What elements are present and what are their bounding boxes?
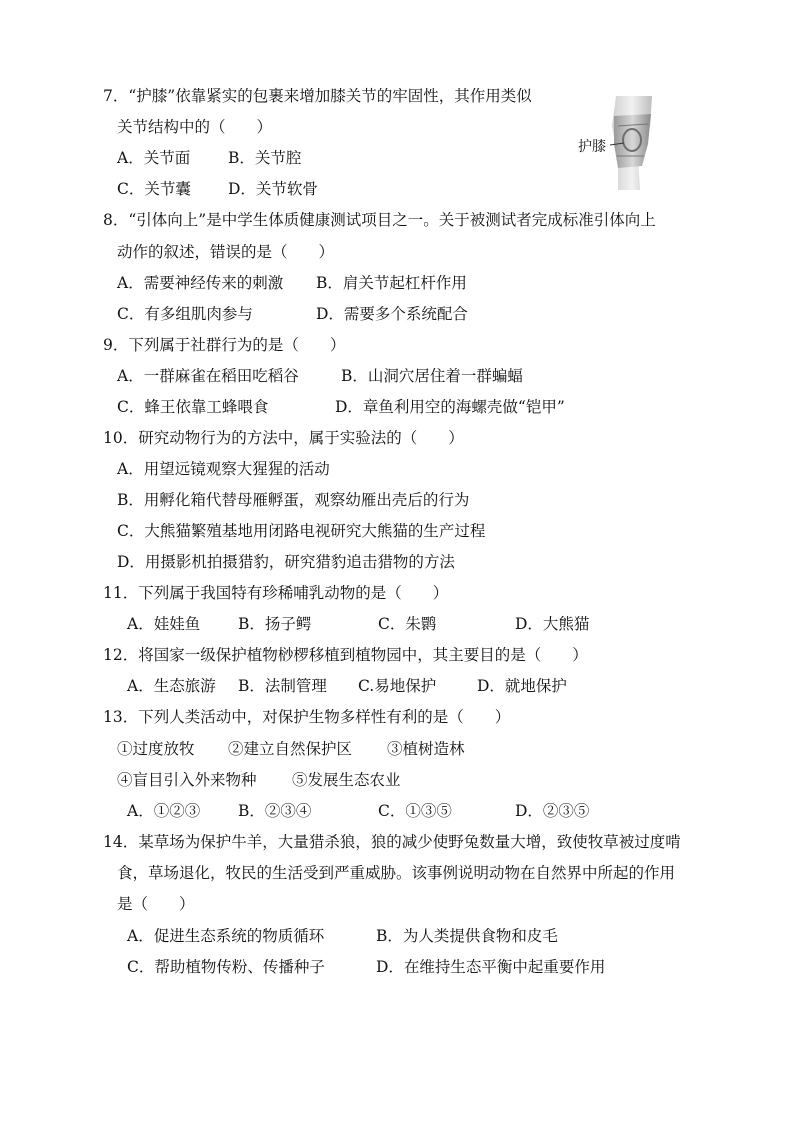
q9-option-c: C．蜂王依靠工蜂喂食 bbox=[117, 398, 269, 416]
q13-item-3: ③植树造林 bbox=[387, 740, 465, 758]
q7-stem-line2: 关节结构中的（ ） bbox=[117, 118, 273, 136]
q7-option-b: B．关节腔 bbox=[228, 149, 302, 167]
q13-item-2: ②建立自然保护区 bbox=[228, 740, 353, 758]
q13-item-5: ⑤发展生态农业 bbox=[292, 771, 401, 789]
q8-stem-line1: 8．“引体向上”是中学生体质健康测试项目之一。关于被测试者完成标准引体向上 bbox=[103, 211, 656, 229]
knee-brace-label: 护膝 bbox=[578, 139, 606, 155]
q12-option-d: D．就地保护 bbox=[477, 677, 567, 695]
q12-option-a: A．生态旅游 bbox=[127, 677, 216, 695]
q13-item-4: ④盲目引入外来物种 bbox=[117, 771, 257, 789]
q13-option-b: B．②③④ bbox=[238, 802, 312, 820]
q14-stem-line3: 是（ ） bbox=[117, 895, 195, 913]
q8-stem-line2: 动作的叙述，错误的是（ ） bbox=[117, 243, 335, 261]
q12-option-c: C.易地保护 bbox=[358, 677, 437, 695]
q8-option-b: B．肩关节起杠杆作用 bbox=[316, 274, 467, 292]
q10-option-a: A．用望远镜观察大猩猩的活动 bbox=[117, 460, 330, 478]
q7-option-a: A．关节面 bbox=[117, 149, 191, 167]
q13-item-1: ①过度放牧 bbox=[117, 740, 195, 758]
q9-stem: 9．下列属于社群行为的是（ ） bbox=[103, 336, 346, 354]
q14-stem-line2: 食，草场退化，牧民的生活受到严重威胁。该事例说明动物在自然界中所起的作用 bbox=[117, 864, 676, 882]
q9-option-d: D．章鱼利用空的海螺壳做“铠甲” bbox=[335, 398, 565, 416]
q14-option-a: A．促进生态系统的物质循环 bbox=[127, 927, 325, 945]
q12-stem: 12．将国家一级保护植物桫椤移植到植物园中，其主要目的是（ ） bbox=[103, 646, 588, 664]
q7-option-d: D．关节软骨 bbox=[228, 180, 318, 198]
q7-option-c: C．关节囊 bbox=[117, 180, 191, 198]
q13-stem: 13．下列人类活动中，对保护生物多样性有利的是（ ） bbox=[103, 708, 511, 726]
q9-option-a: A．一群麻雀在稻田吃稻谷 bbox=[117, 367, 299, 385]
q14-option-d: D．在维持生态平衡中起重要作用 bbox=[376, 958, 606, 976]
q10-option-d: D．用摄影机拍摄猎豹，研究猎豹追击猎物的方法 bbox=[117, 553, 455, 571]
q12-option-b: B．法制管理 bbox=[238, 677, 327, 695]
q14-stem-line1: 14．某草场为保护牛羊，大量猎杀狼，狼的减少使野兔数量大增，致使牧草被过度啃 bbox=[103, 833, 681, 851]
q11-option-d: D．大熊猫 bbox=[515, 615, 590, 633]
q11-stem: 11．下列属于我国特有珍稀哺乳动物的是（ ） bbox=[103, 584, 449, 602]
q14-option-c: C．帮助植物传粉、传播种子 bbox=[127, 958, 325, 976]
q14-option-b: B．为人类提供食物和皮毛 bbox=[376, 927, 558, 945]
q13-option-c: C．①③⑤ bbox=[378, 802, 452, 820]
q8-option-a: A．需要神经传来的刺激 bbox=[117, 274, 284, 292]
q7-stem-line1: 7．“护膝”依靠紧实的包裹来增加膝关节的牢固性，其作用类似 bbox=[103, 87, 532, 105]
q10-option-b: B．用孵化箱代替母雁孵蛋，观察幼雁出壳后的行为 bbox=[117, 491, 470, 509]
q10-stem: 10．研究动物行为的方法中，属于实验法的（ ） bbox=[103, 429, 464, 447]
q11-option-b: B．扬子鳄 bbox=[238, 615, 312, 633]
q10-option-c: C．大熊猫繁殖基地用闭路电视研究大熊猫的生产过程 bbox=[117, 522, 486, 540]
knee-brace-figure bbox=[578, 96, 678, 190]
q11-option-c: C．朱鹮 bbox=[378, 615, 437, 633]
q13-option-a: A．①②③ bbox=[127, 802, 201, 820]
q9-option-b: B．山洞穴居住着一群蝙蝠 bbox=[341, 367, 523, 385]
q8-option-c: C．有多组肌肉参与 bbox=[117, 305, 253, 323]
q8-option-d: D．需要多个系统配合 bbox=[316, 305, 468, 323]
q11-option-a: A．娃娃鱼 bbox=[127, 615, 201, 633]
q13-option-d: D．②③⑤ bbox=[515, 802, 590, 820]
